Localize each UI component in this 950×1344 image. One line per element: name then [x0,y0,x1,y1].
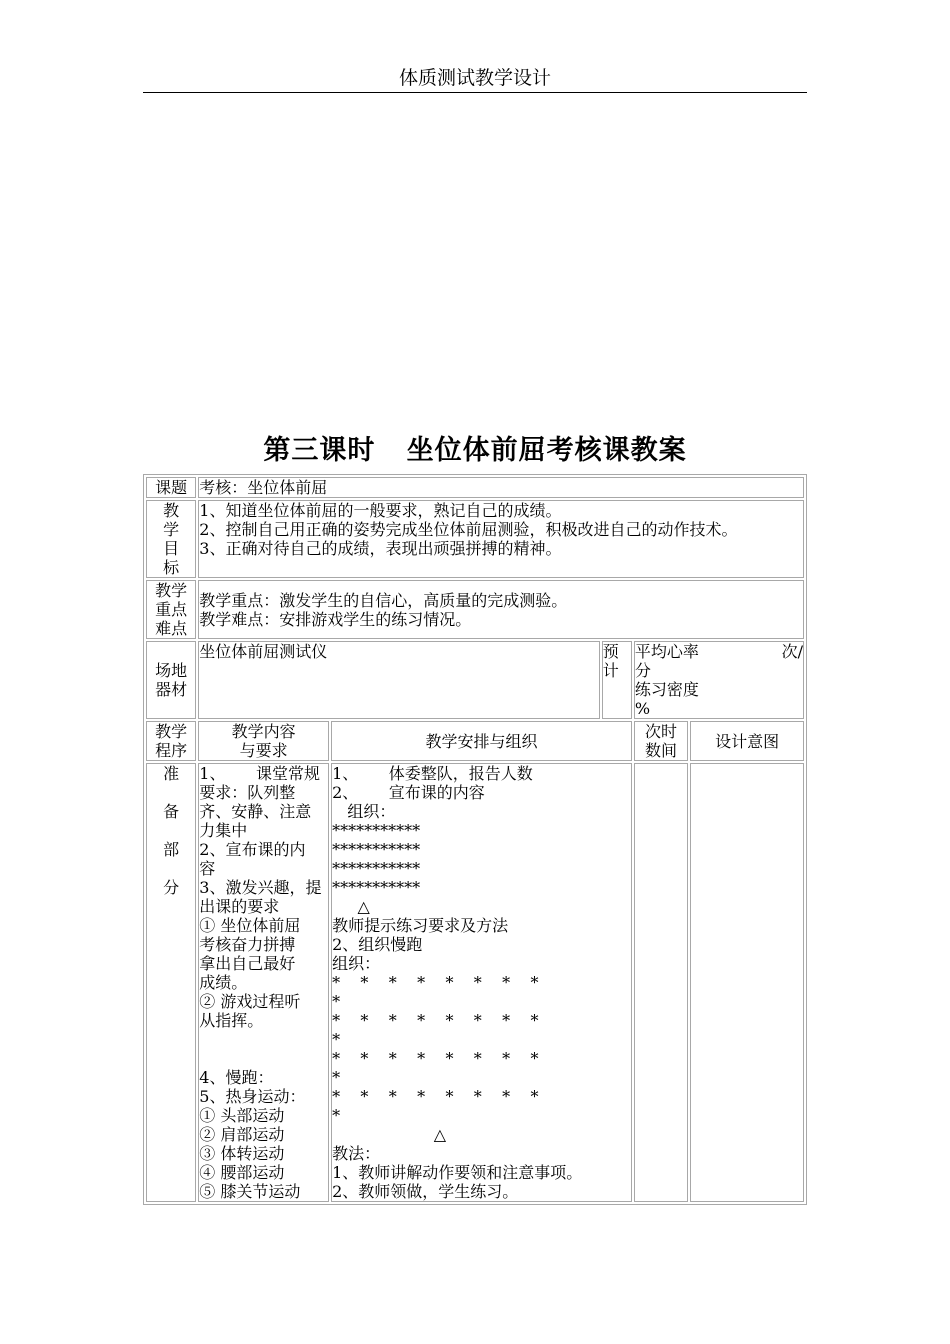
venue-label: 场地 器材 [146,641,196,719]
heart-rate-label: 平均心率 [634,642,699,661]
lesson-plan-table [143,474,807,1205]
column-header-row [146,721,804,761]
col-intent: 设计意图 [690,721,804,761]
col-content: 教学内容 与要求 [198,721,329,761]
key-point-item: 教学难点：安排游戏学生的练习情况。 [199,609,472,629]
goals-row [146,500,804,578]
goal-item: 1、知道坐位体前屈的一般要求，熟记自己的成绩。 [199,501,562,520]
goal-item: 3、正确对待自己的成绩，表现出顽强拼搏的精神。 [199,539,562,558]
key-point-item: 教学重点：激发学生的自信心，高质量的完成测验。 [199,590,568,610]
goal-item: 2、控制自己用正确的姿势完成坐位体前屈测验，积极改进自己的动作技术。 [199,520,738,539]
topic-label: 课题 [146,477,196,498]
col-time: 次时 数间 [634,721,688,761]
document-title: 第三课时 坐位体前屈考核课教案 [263,435,687,466]
goals-label: 教 学 目 标 [146,500,196,578]
section-name: 准 备 部 分 [146,763,196,1202]
page-header: 体质测试教学设计 [398,67,551,89]
estimate-lines: 分 练习密度 % [634,661,699,718]
section-arrangement: 1、 体委整队，报告人数 2、 宣布课的内容 组织： *********** *********** *********** *********** △ 教师提示练习要求及方法 2、组织慢跑 组织： * * * * * * * * * * * * * * * * * * * * * * * * * * * * * * * * * * * * △ 教法： 1、教师讲解动作要领和注意事项。 2、教师领做，学生练习。 [331,763,632,1202]
key-points-row [146,580,804,639]
topic-value: 考核：坐位体前屈 [198,477,804,498]
venue-row [146,641,804,719]
heart-rate-unit: 次/ [781,642,803,661]
col-procedure: 教学 程序 [146,721,196,761]
heart-rate-line [635,642,803,661]
key-points-cell [198,580,804,639]
section-intent [690,763,804,1202]
preparation-section-row [146,763,804,1202]
venue-value: 坐位体前屈测试仪 [198,641,599,719]
topic-row [146,477,804,498]
section-content: 1、 课堂常规 要求：队列整 齐、安静、注意 力集中 2、宣布课的内 容 3、激发兴趣，提 出课的要求 ① 坐位体前屈 考核奋力拼搏 拿出自己最好 成绩。 ② 游戏过程听 从指挥。 4、慢跑： 5、热身运动： ① 头部运动 ② 肩部运动 ③ 体转运动 ④ 腰部运动 ⑤ 膝关节运动 [198,763,329,1202]
section-time [634,763,688,1202]
key-points-label: 教学 重点 难点 [146,580,196,639]
goals-cell [198,500,804,578]
estimate-label: 预 计 [602,641,632,719]
header-rule [143,92,807,93]
col-arrangement: 教学安排与组织 [331,721,632,761]
estimate-cell [634,641,804,719]
